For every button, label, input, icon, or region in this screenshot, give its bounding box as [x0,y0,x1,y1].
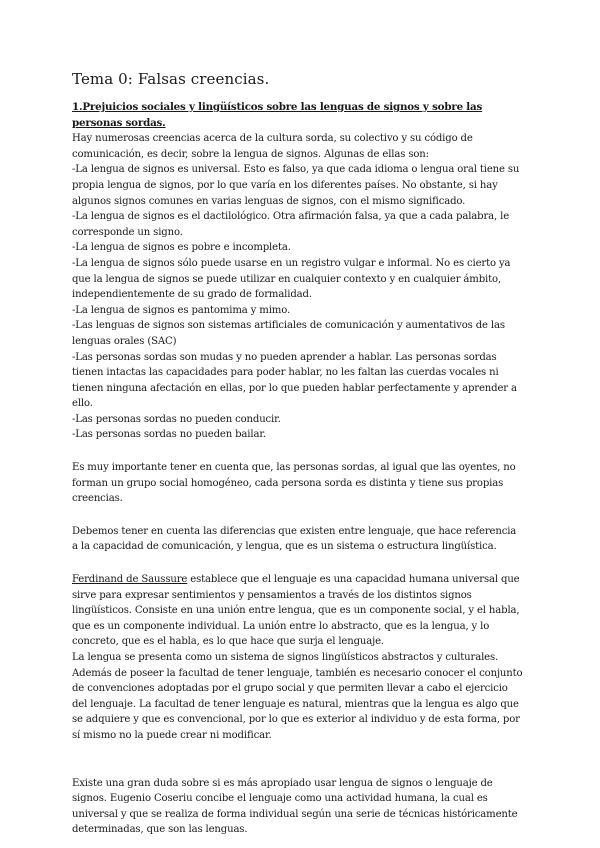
saussure-text: establece que el lenguaje es una capacidad humana universal que sirve para expresar sentimientos y pensamientos a través de los distintos signos lingüísticos. Consiste en una unión entre lengua, que es un componente social, y el habla, que es un componente individual. La unión entre lo abstracto, que es la lengua, y lo concreto, que es el habla, es lo que hace que surja el lenguaje. [72,574,520,648]
page-title: Tema 0: Falsas creencias. [72,70,270,88]
belief-item: -Las personas sordas no pueden conducir. [72,413,281,425]
beliefs-list [72,162,524,443]
belief-item: -La lengua de signos es pantomima y mimo. [72,304,291,316]
belief-item: -La lengua de signos es universal. Esto es falso, ya que cada idioma o lengua oral tiene su propia lengua de signos, por lo que varía en los diferentes países. No obstante, si hay algunos signos comunes en varias lenguas de signos, con el mismo significado. [72,164,520,207]
coseriu-paragraph: Existe una gran duda sobre si es más apropiado usar lengua de signos o lenguaje de signos. Eugenio Coseriu concibe el lenguaje como una actividad humana, la cual es universal y que se realiza de forma individual según una serie de técnicas históricamente determinadas, que son las lenguas. [72,777,518,836]
intro-paragraph: Hay numerosas creencias acerca de la cultura sorda, su colectivo y su código de comunicación, es decir, sobre la lengua de signos. Algunas de ellas son: [72,133,473,160]
document-body [72,100,524,838]
section-heading: 1.Prejuicios sociales y lingüísticos sobre las lenguas de signos y sobre las personas sordas. [72,101,483,129]
groups-paragraph: Es muy importante tener en cuenta que, las personas sordas, al igual que las oyentes, no forman un grupo social homogéneo, cada persona sorda es distinta y tiene sus propias creencias. [72,462,516,505]
belief-item: -La lengua de signos sólo puede usarse en un registro vulgar e informal. No es cierto ya que la lengua de signos se puede utilizar en cualquier contexto y en cualquier ámbito, independientemente de su grado de formalidad. [72,257,511,301]
belief-item: -Las personas sordas no pueden bailar. [72,429,266,441]
belief-item: -La lengua de signos es el dactilológico. Otra afirmación falsa, ya que a cada palabra, le corresponde un signo. [72,211,510,238]
lengua-paragraph: La lengua se presenta como un sistema de signos lingüísticos abstractos y culturales. Además de poseer la facultad de tener lenguaje, también es necesario conocer el conjunto de convenciones adoptadas por el grupo social y que permiten llevar a cabo el ejercicio del lenguaje. La facultad de tener lenguaje es natural, mientras que la lengua es algo que se adquiere y que es convencional, por lo que es exterior al individuo y de esta forma, por sí mismo no la puede crear ni modificar. [72,652,523,741]
saussure-name: Ferdinand de Saussure [72,574,188,586]
belief-item: -Las lenguas de signos son sistemas artificiales de comunicación y aumentativos de las lenguas orales (SAC) [72,320,505,347]
belief-item: -Las personas sordas son mudas y no pueden aprender a hablar. Las personas sordas tienen intactas las capacidades para poder hablar, no les faltan las cuerdas vocales ni tienen ninguna afectación en ellas, por lo que pueden hablar perfectamente y aprender a ello. [72,351,517,410]
saussure-paragraph [72,572,524,650]
lenguaje-paragraph: Debemos tener en cuenta las diferencias que existen entre lenguaje, que hace referencia a la capacidad de comunicación, y lengua, que es un sistema o estructura lingüística. [72,525,517,553]
belief-item: -La lengua de signos es pobre e incompleta. [72,242,291,254]
